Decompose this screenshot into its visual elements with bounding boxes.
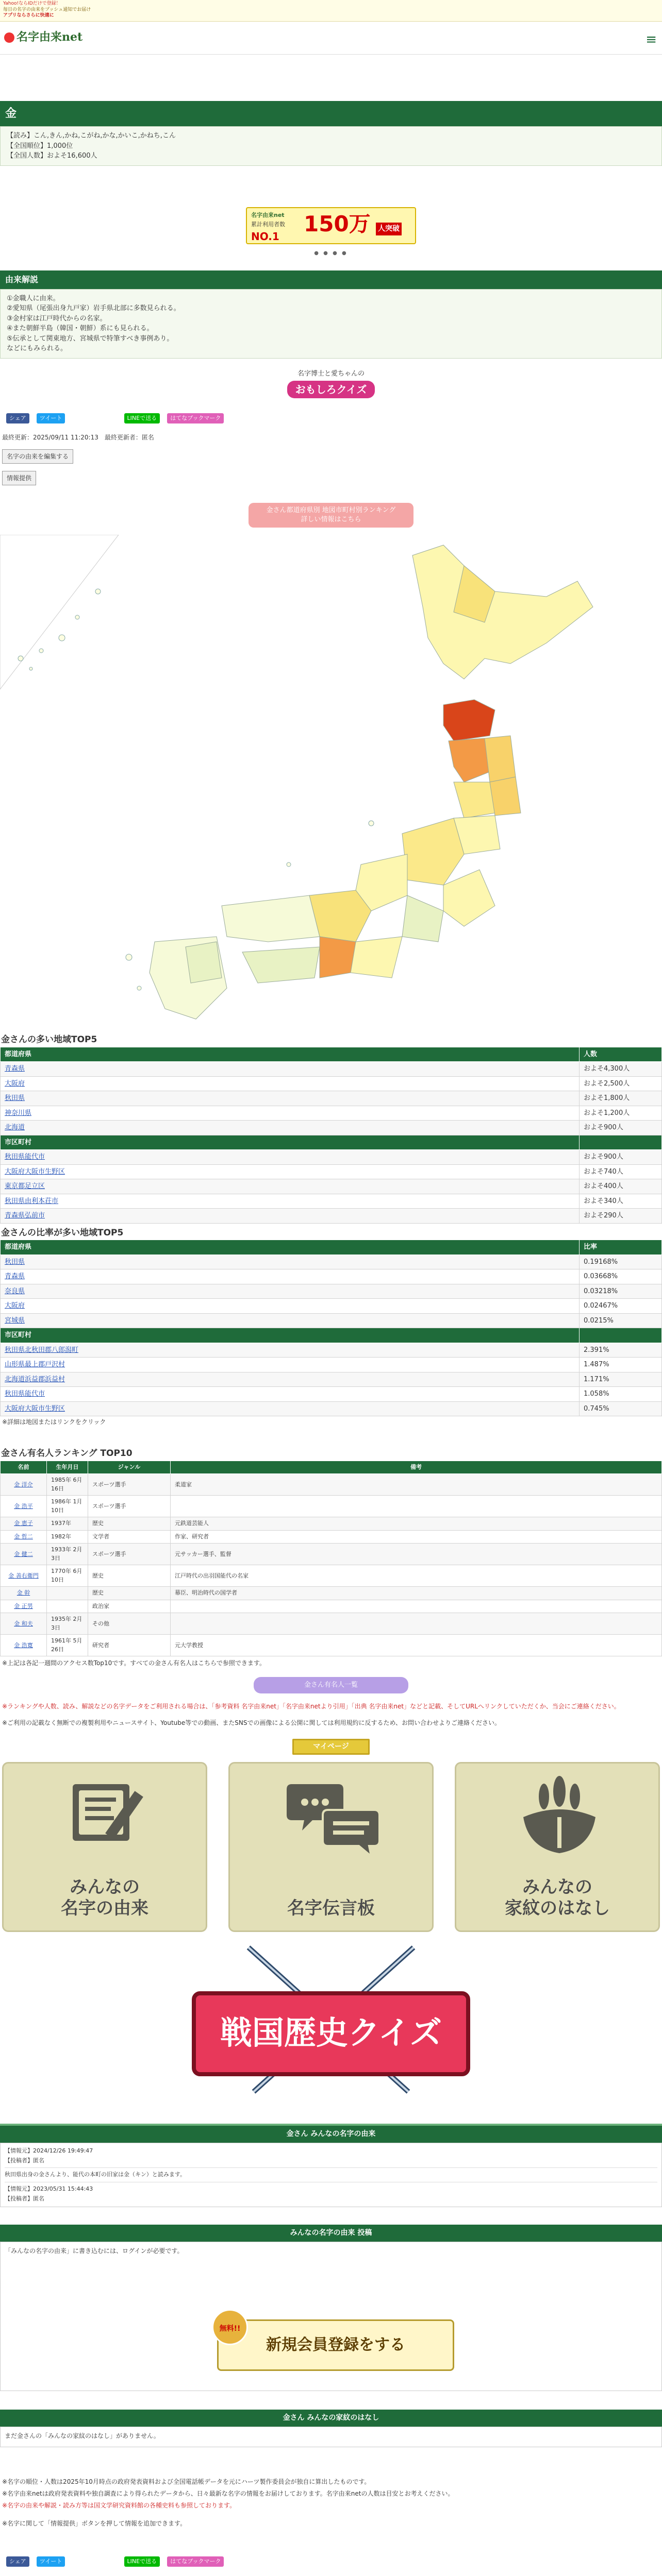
minna-origin-card[interactable]	[2, 1762, 207, 1932]
table-row: 金 洋介 1985年 6月16日 スポーツ選手 柔道家	[1, 1474, 662, 1496]
table-row[interactable]: 青森県	[1, 1062, 580, 1077]
quiz-banner[interactable]: 名字博士と愛ちゃんの おもしろクイズ	[254, 369, 408, 401]
table-row: 金 恵子 1937年 歴史 元鉄道芸能人	[1, 1517, 662, 1531]
reading-row: 【読み】こん,きん,かね,こがね,かな,かいこ,かねち,こん	[7, 132, 176, 140]
origin-box: ①金職人に由来。 ②愛知県（尾張出身九戸家）岩手県北部に多数見られる。 ③金村家は江戸時代からの名家。 ④また朝鮮半島（韓国・朝鮮）系にも見られる。 ⑤伝承として関東地方、宮城県で特筆すべき事例あり。 などにもみられる。	[0, 289, 662, 359]
japan-distribution-map[interactable]	[0, 535, 662, 1024]
minna-post-box: 「みんなの名字の由来」に書き込むには、ログインが必要です。 新規会員登録をする 無料!!	[0, 2242, 662, 2391]
table-row[interactable]: 秋田県北秋田郡八郎潟町	[1, 1343, 580, 1358]
table-row[interactable]: 秋田県	[1, 1255, 580, 1269]
list-item: 【情報元】2023/05/31 15:44:43	[5, 2182, 657, 2194]
table-row: 金 健二 1933年 2月3日 スポーツ選手 元サッカー選手、監督	[1, 1544, 662, 1565]
carousel-dots[interactable]: ● ● ● ●	[314, 250, 348, 256]
table-row[interactable]: 大阪府	[1, 1299, 580, 1314]
message-board-card-label: 名字伝言板	[287, 1898, 375, 1919]
famous-heading: 金さん有名人ランキング TOP10	[1, 1448, 133, 1459]
facebook-share-button[interactable]: シェア	[6, 2556, 29, 2567]
table-row[interactable]: 山形県最上郡戸沢村	[1, 1358, 580, 1372]
pref-top5-table: 都道府県 人数 青森県 およそ4,300人 大阪府 およそ2,500人 秋田県 およそ1,800人 神奈川県 およそ1,200人 北海道 およそ900人 市区町村 秋田県能代市 およそ900人 大阪府大阪市生野区 およそ740人 東京都足立区 およそ400人 秋田県由利本荘市 およそ340人 青森県弘前市 およそ290人	[0, 1047, 662, 1224]
table-row[interactable]: 秋田県	[1, 1091, 580, 1106]
last-updated: 最終更新：2025/09/11 11:20:13 最終更新者：匿名	[2, 434, 154, 441]
minna-origin-card-label: みんなの 名字の由来	[61, 1877, 148, 1919]
table-row: 金 哲二 1982年 文学者 作家、研究者	[1, 1530, 662, 1544]
mypage-button[interactable]: マイページ	[292, 1739, 370, 1755]
edit-origin-button[interactable]: 名字の由来を編集する	[2, 449, 73, 464]
site-logo[interactable]: 名字由来net	[4, 29, 82, 46]
table-row[interactable]: 大阪府大阪市生野区	[1, 1164, 580, 1179]
famous-table: 名前 生年月日 ジャンル 備考 金 洋介 1985年 6月16日 スポーツ選手 柔道家 金 浩平 1986年 1月10日 スポーツ選手 金 恵子 1937年 歴史 元鉄道芸能人 金 哲二 1982年 文学者 作家、研究者 金 健二 1933年 2月3日 スポーツ選手 元サッカー選手、監督 金 善右衛門 1770年 6月10日 歴史 江戸時代の出羽国能代の名家 金 幹 歴史 幕臣、明治時代の国学者 金 正男 政治家 金 和夫 1935年 2月3日 その他 金 浩寛 1961年 5月26日 研究者 元大学教授	[0, 1461, 662, 1657]
map-note: ※詳細は地図またはリンクをクリック	[2, 1418, 106, 1426]
table-row[interactable]: 北海道	[1, 1121, 580, 1136]
table-row[interactable]: 青森県	[1, 1269, 580, 1284]
kamon-card[interactable]	[455, 1762, 660, 1932]
sengoku-quiz-banner[interactable]: 戦国歴史クイズ	[171, 1942, 491, 2097]
twitter-share-button[interactable]: ツイート	[37, 413, 65, 424]
table-row[interactable]: 神奈川県	[1, 1106, 580, 1121]
kamon-card-label: みんなの 家紋のはなし	[505, 1877, 610, 1919]
list-item: 秋田県出身の金さんより、能代の本町の旧家は金（キン）と読みます。	[5, 2167, 657, 2180]
free-badge: 無料!!	[212, 2309, 248, 2345]
table-row[interactable]: 秋田県能代市	[1, 1387, 580, 1402]
footer-notes: ※名字の順位・人数は2025年10月時点の政府発表資料および全国電話帳データを元にハーツ製作委員会が独自に算出したものです。 ※名字由来netは政府発表資料や独自調査により得られたデータから、日々最新な名字の情報をお届けしております。名字由来netの人数は目安とお考えください。 ※名字の由来や解説・読み方等は国文学研究資料館の各種史料も参照しております。 ※名字に関して「情報提供」ボタンを押して情報を追加できます。	[2, 2478, 454, 2527]
table-row[interactable]: 北海道浜益郡浜益村	[1, 1372, 580, 1387]
kamon-heading: 金さん みんなの家紋のはなし	[0, 2410, 662, 2427]
twitter-share-button[interactable]: ツイート	[37, 2556, 65, 2567]
table-row: 金 浩寛 1961年 5月26日 研究者 元大学教授	[1, 1635, 662, 1656]
table-row: 金 幹 歴史 幕臣、明治時代の国学者	[1, 1587, 662, 1600]
table-row[interactable]: 大阪府	[1, 1076, 580, 1091]
minna-origin-heading: 金さん みんなの名字の由来	[0, 2124, 662, 2143]
page-title: 金	[0, 101, 662, 126]
table-row[interactable]: 秋田県由利本荘市	[1, 1194, 580, 1209]
table-row[interactable]: 東京都足立区	[1, 1179, 580, 1194]
usage-notice-2: ※ご利用の記載なく無断での複製利用やニュースサイト、Youtube等での動画、またSNSでの画像による公開に関しては利用規約に反するため、お問い合わせよりご連絡ください。	[2, 1719, 501, 1726]
line-share-button[interactable]: LINEで送る	[124, 2556, 160, 2567]
map-ranking-pill[interactable]: 金さん都道府県別 地図市町村別ランキング 詳しい情報はこちら	[249, 503, 413, 528]
hatena-share-button[interactable]: はてなブックマーク	[167, 2556, 224, 2567]
usage-notice: ※ランキングや人数、読み、解説などの名字データをご利用される場合は、「参考資料 名字由来net」「名字由来netより引用」「出典 名字由来net」などと記載、そしてURLへリンクしていただくか、当会にご連絡ください。	[2, 1702, 620, 1710]
pref-top5-heading: 金さんの多い地域TOP5	[1, 1035, 97, 1045]
report-info-button[interactable]: 情報提供	[2, 471, 36, 485]
table-row: 金 浩平 1986年 1月10日 スポーツ選手	[1, 1496, 662, 1517]
line-share-button[interactable]: LINEで送る	[124, 413, 160, 424]
speech-bubbles-icon	[282, 1774, 385, 1861]
table-row: 金 和夫 1935年 2月3日 その他	[1, 1613, 662, 1635]
list-item: 【情報元】2024/12/26 19:49:47	[5, 2147, 93, 2154]
share-bar-2	[6, 2556, 656, 2567]
table-row: 金 正男 政治家	[1, 1600, 662, 1613]
facebook-share-button[interactable]: シェア	[6, 413, 29, 424]
signup-button[interactable]: 新規会員登録をする	[217, 2319, 454, 2371]
ratio-top5-heading: 金さんの比率が多い地域TOP5	[1, 1227, 124, 1238]
minna-post-heading: みんなの名字の由来 投稿	[0, 2225, 662, 2242]
famous-more-pill[interactable]: 金さん有名人一覧	[254, 1677, 408, 1693]
table-row[interactable]: 秋田県能代市	[1, 1150, 580, 1165]
promo-banner[interactable]: 名字由来net 累計利用者数 NO.1 150万 人突破	[246, 207, 416, 244]
table-row: 金 善右衛門 1770年 6月10日 歴史 江戸時代の出羽国能代の名家	[1, 1565, 662, 1587]
app-promo-text[interactable]: Yahoo!ならIDだけで登録！ 毎日の名字の由来をプッシュ通知でお届け アプリならさらに快適に	[3, 1, 91, 19]
table-row[interactable]: 奈良県	[1, 1284, 580, 1299]
share-bar	[6, 413, 656, 424]
table-row[interactable]: 大阪府大阪市生野区	[1, 1401, 580, 1416]
hatena-share-button[interactable]: はてなブックマーク	[167, 413, 224, 424]
famous-note: ※上記は各記一週間のアクセス数Top10です。すべての金さん有名人はこちらで参照できます。	[2, 1659, 266, 1667]
kamon-box: まだ金さんの「みんなの家紋のはなし」がありません。	[0, 2427, 662, 2447]
japan-map-svg	[0, 535, 662, 1024]
list-item: 【投稿者】匿名	[5, 2157, 44, 2164]
top-app-bar	[0, 0, 662, 22]
notebook-pencil-icon	[62, 1774, 150, 1851]
table-row[interactable]: 宮城県	[1, 1313, 580, 1328]
message-board-card[interactable]	[228, 1762, 434, 1932]
kiri-crest-icon	[513, 1771, 606, 1858]
list-item: 【投稿者】匿名	[5, 2195, 44, 2202]
table-row[interactable]: 青森県弘前市	[1, 1209, 580, 1224]
rank-row: 【全国順位】1,000位	[7, 142, 73, 150]
menu-icon[interactable]: ≡	[646, 32, 657, 47]
population-row: 【全国人数】およそ16,600人	[7, 152, 97, 160]
minna-origin-list	[0, 2143, 662, 2207]
ratio-top5-table: 都道府県 比率 秋田県 0.19168% 青森県 0.03668% 奈良県 0.03218% 大阪府 0.02467% 宮城県 0.0215% 市区町村 秋田県北秋田郡八郎潟町 2.391% 山形県最上郡戸沢村 1.487% 北海道浜益郡浜益村 1.171% 秋田県能代市 1.058% 大阪府大阪市生野区 0.745%	[0, 1240, 662, 1416]
feature-cards	[0, 1762, 662, 1935]
logo-icon	[4, 32, 14, 43]
site-header	[0, 22, 662, 55]
surname-info-box	[0, 126, 662, 166]
origin-heading: 由来解説	[0, 270, 662, 289]
